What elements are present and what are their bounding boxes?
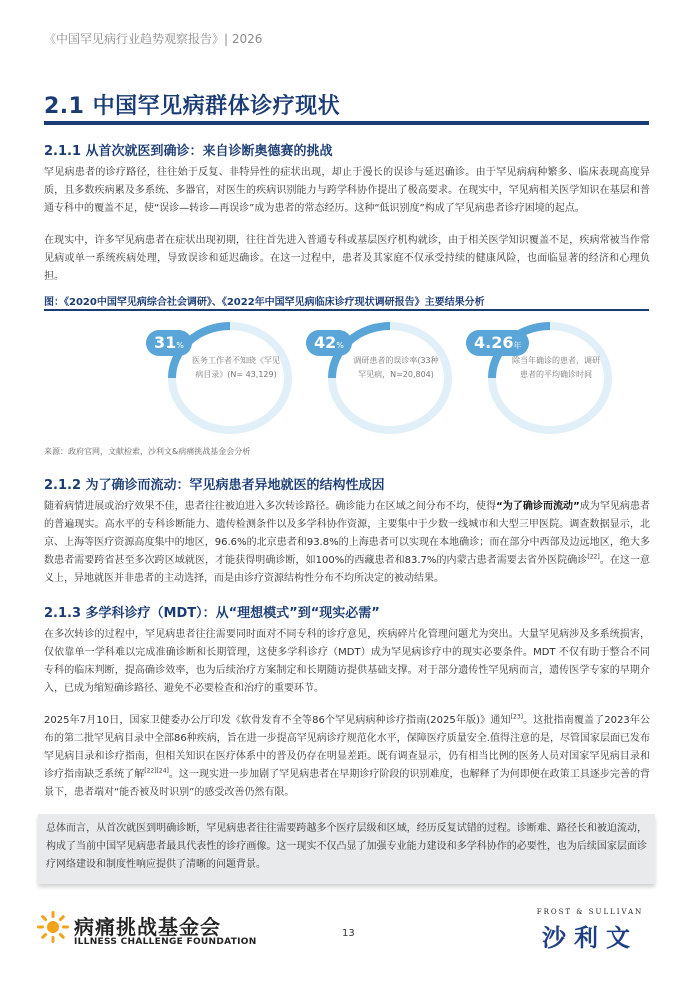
subsection-title-2-1-1: 2.1.1 从首次就医到确诊：来自诊断奥德赛的挑战 — [44, 144, 333, 159]
stat-card-3 — [462, 318, 612, 434]
frost-sullivan-name-en: FROST & SULLIVAN — [536, 908, 644, 916]
paragraph-2-1-1-b: 在现实中，许多罕见病患者在症状出现初期，往往首先进入普通专科或基层医疗机构就诊，由于相关医学知识覆盖不足，疾病常被当作常见病或单一系统疾病处理，导致误诊和延迟确诊。在这一过程中，患者及其家庭不仅承受持续的健康风险，也面临显著的经济和心理负担。 — [44, 235, 650, 282]
subsection-title-2-1-2: 2.1.2 为了确诊而流动：罕见病患者异地就医的结构性成因 — [44, 478, 385, 493]
foundation-name-en: ILLNESS CHALLENGE FOUNDATION — [74, 937, 257, 947]
stat-card-2 — [302, 318, 452, 434]
report-header: 《中国罕见病行业趋势观察报告》| 2026 — [44, 32, 263, 46]
stat-unit-3: 年 — [513, 341, 522, 350]
stat-desc-2: 调研患者的误诊率(33种罕见病，N=20,804) — [353, 356, 439, 379]
frost-sullivan-logo — [520, 908, 660, 958]
summary-box: 总体而言，从首次就医到明确诊断，罕见病患者往往需要跨越多个医疗层级和区域，经历反复试错的过程。诊断难、路径长和被迫流动，构成了当前中国罕见病患者最具代表性的诊疗画像。这一现实不仅凸显了加强专业能力建设和多学科协作的必要性，也为后续国家层面诊疗网络建设和制度性响应提供了清晰的问题背景。 — [38, 814, 655, 884]
frost-sullivan-name-zh: 沙利文 — [542, 924, 638, 952]
foundation-sun-icon — [36, 910, 70, 944]
foundation-name-zh: 病痛挑战基金会 — [74, 915, 221, 939]
stat-value-pill-2 — [306, 330, 352, 356]
figure-title: 图：《2020中国罕见病综合社会调研》、《2022年中国罕见病临床诊疗现状调研报告》主要结果分析 — [44, 297, 485, 308]
citation-ref: [23] — [510, 713, 523, 721]
emphasis-text: “为了确诊而流动” — [496, 501, 580, 512]
stat-value-pill-3 — [466, 330, 529, 356]
text-run: 。这批指南覆盖了2023年公布的第二批罕见病目录中全部86种疾病，旨在进一步提高罕见病诊疗规范化水平，保障医疗质量安全.值得注意的是，尽管国家层面已发布罕见病目录和诊疗指南，但相关知识在医疗体系中的普及仍存在明显差距。既有调查显示，仍有相当比例的医务人员对国家罕见病目录和诊疗指南缺乏系统了解 — [44, 715, 651, 780]
stat-unit-2: % — [336, 341, 344, 350]
text-run: 2025年7月10日，国家卫健委办公厅印发《软骨发育不全等86个罕见病病种诊疗指南(2025年版)》通知 — [44, 715, 511, 726]
paragraph-2-1-3-a: 在多次转诊的过程中，罕见病患者往往需要同时面对不同专科的诊疗意见，疾病碎片化管理问题尤为突出。大量罕见病涉及多系统损害，仅依靠单一学科难以完成准确诊断和长期管理，这使多学科诊疗（MDT）成为罕见病诊疗中的现实必要条件。MDT 不仅有助于整合不同专科的临床判断，提高确诊效率，也为后续治疗方案制定和长期随访提供基础支撑。对于部分遗传性罕见病而言，遗传医学专家的早期介入，已成为缩短确诊路径、避免不必要检查和治疗的重要环节。 — [44, 629, 650, 694]
text-run: 成为罕见病患者的普遍现实。高水平的专科诊断能力、遗传检测条件以及多学科协作资源，主要集中于少数一线城市和大型三甲医院。调查数据显示，北京、上海等医疗资源高度集中的地区，96.6%的北京患者和93.8%的上海患者可以实现在本地确诊；而在部分中西部及边远地区，绝大多数患者需要跨省甚至多次跨区域就医，才能获得明确诊断，如100%的西藏患者和83.7%的内蒙古患者需要去省外医院确诊 — [44, 501, 651, 566]
stat-desc-3: 除当年确诊的患者，调研患者的平均确诊时间 — [512, 356, 600, 379]
paragraph-2-1-3-b — [44, 712, 650, 802]
stat-value-pill-1 — [146, 330, 192, 356]
stat-value-1: 31 — [154, 333, 177, 352]
page-number: 13 — [342, 928, 355, 939]
stat-card-1 — [142, 318, 292, 434]
stat-unit-1: % — [176, 341, 184, 350]
text-run: 。在这一意义上，异地就医并非患者的主动选择，而是由诊疗资源结构性分布不均所决定的被动结果。 — [44, 555, 651, 584]
stat-desc-1: 医务工作者不知晓《罕见病目录》(N= 43,129) — [192, 356, 280, 379]
text-run: 随着病情进展或治疗效果不佳，患者往往被迫进入多次转诊路径。确诊能力在区域之间分布不均，使得 — [44, 501, 497, 512]
stat-value-3: 4.26 — [474, 333, 514, 352]
citation-ref: [22] — [587, 553, 600, 561]
section-title: 2.1 中国罕见病群体诊疗现状 — [44, 94, 341, 119]
figure-stats — [44, 318, 650, 434]
figure-source: 来源：政府官网，文献检索，沙利文&病痛挑战基金会分析 — [44, 447, 251, 456]
section-title-rule — [44, 121, 649, 125]
foundation-logo — [34, 906, 294, 960]
paragraph-2-1-2 — [44, 498, 650, 588]
stat-value-2: 42 — [314, 333, 337, 352]
paragraph-2-1-1-a: 罕见病患者的诊疗路径，往往始于反复、非特异性的症状出现，却止于漫长的误诊与延迟确诊。由于罕见病病种繁多、临床表现高度异质，且多数疾病累及多系统、多器官，对医生的疾病识别能力与跨学科协作提出了极高要求。在现实中，罕见病相关医学知识在基层和普通专科中的覆盖不足，使“误诊—转诊—再误诊”成为患者的常态经历。这种“低识别度”构成了罕见病患者诊疗困境的起点。 — [44, 167, 650, 214]
text-run: 。这一现实进一步加剧了罕见病患者在早期诊疗阶段的识别难度，也解释了为何即便在政策工具逐步完善的背景下，患者端对“能否被及时识别”的感受改善仍然有限。 — [44, 769, 650, 798]
subsection-title-2-1-3: 2.1.3 多学科诊疗（MDT）：从“理想模式”到“现实必需” — [44, 606, 380, 621]
figure-title-rule — [44, 309, 649, 311]
citation-ref: [22][24] — [144, 767, 169, 775]
